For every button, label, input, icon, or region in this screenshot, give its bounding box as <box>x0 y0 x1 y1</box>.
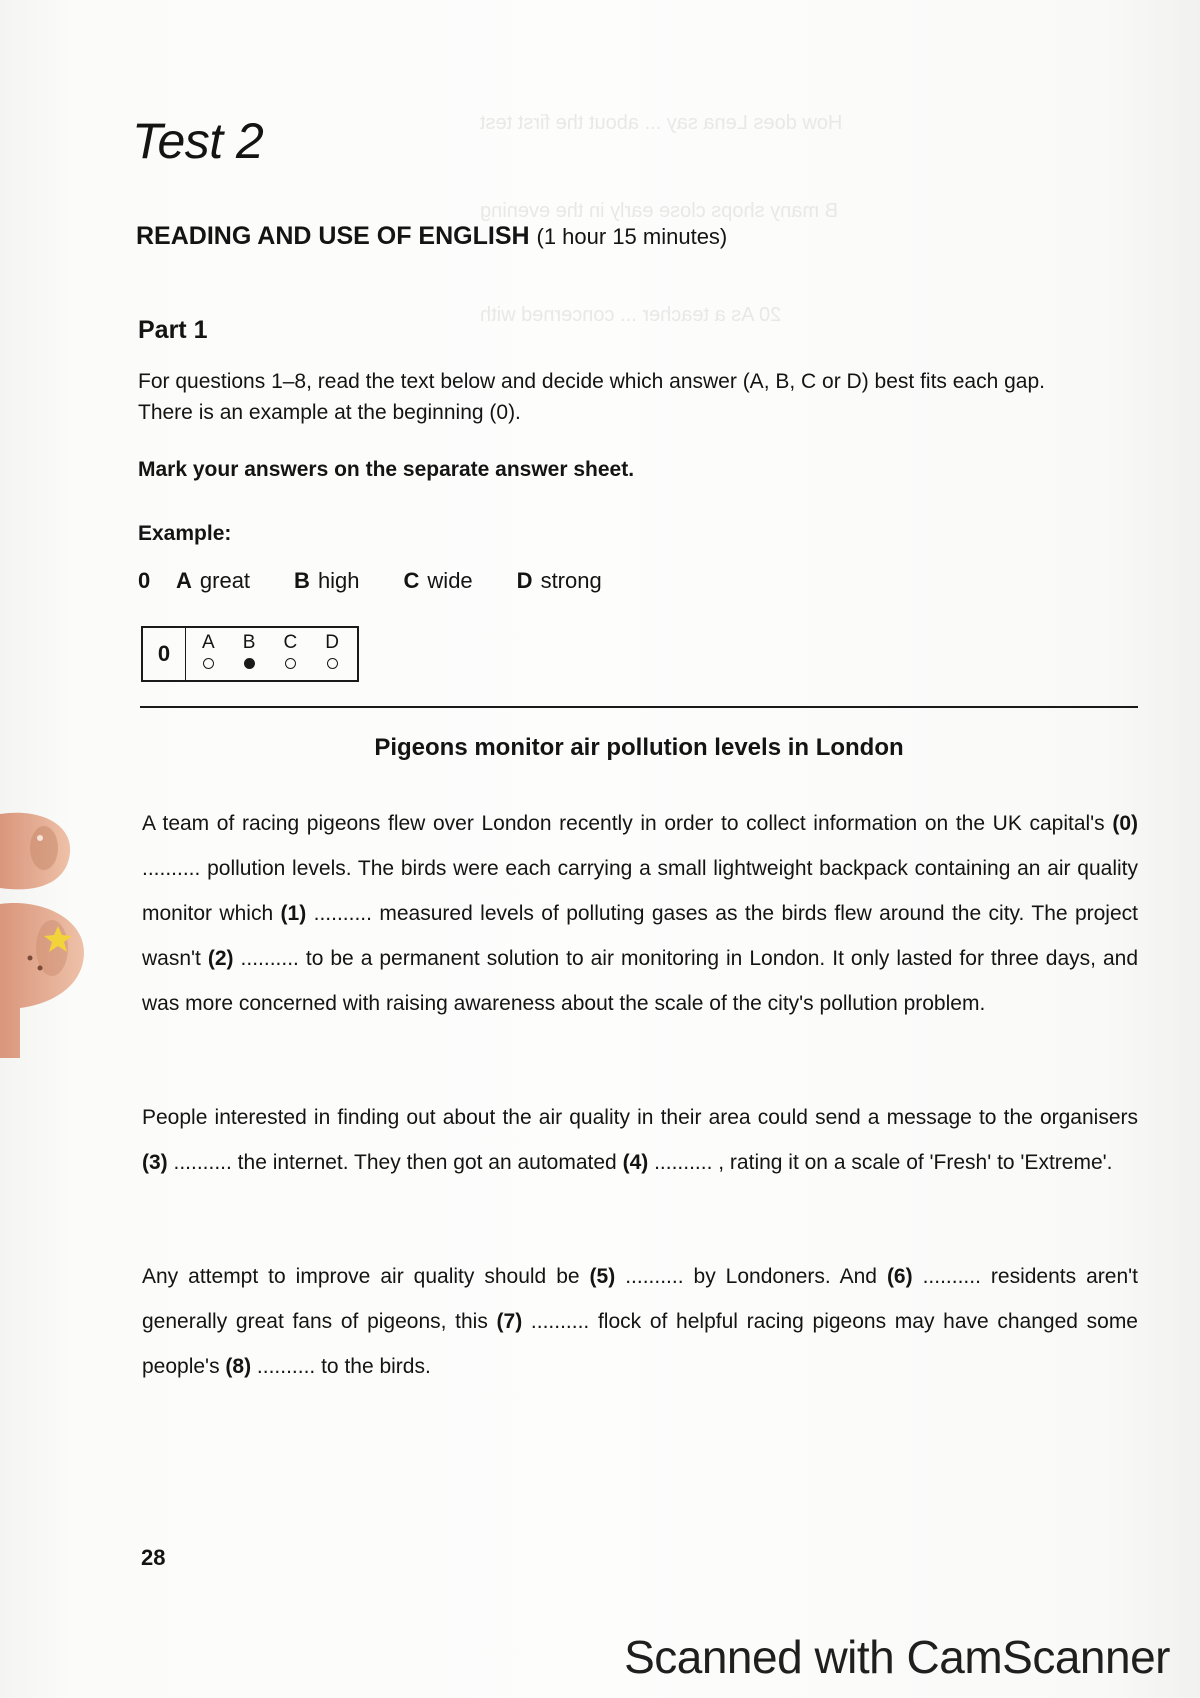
answer-box-number: 0 <box>143 628 186 680</box>
page-number: 28 <box>141 1545 166 1570</box>
gap-4: (4) <box>622 1151 649 1174</box>
example-number: 0 <box>138 568 151 593</box>
bleed-through-text: 20 As a teacher ... concerned with <box>480 304 782 326</box>
answer-cell-b: B <box>243 632 256 680</box>
answer-box-cells <box>186 628 357 680</box>
section-divider <box>140 706 1138 708</box>
answer-cell-a: A <box>202 632 215 680</box>
example-option-b: B high <box>294 568 360 593</box>
gap-6: (6) <box>886 1265 913 1288</box>
camscanner-watermark: Scanned with CamScanner <box>624 1631 1170 1683</box>
gap-3: (3) <box>142 1151 168 1174</box>
instructions-line-1: For questions 1–8, read the text below and decide which answer (A, B, C or D) best fits each gap. <box>138 370 1045 393</box>
article-paragraph-2: People interested in finding out about the air quality in their area could send a message to the organisers (3) .......... the internet. They then got an automated (4) .......... , rating it on a scale of 'Fresh' to 'Extreme'. <box>142 1106 1138 1174</box>
answer-cell-d: D <box>325 632 339 680</box>
gap-5: (5) <box>589 1265 616 1288</box>
gap-8: (8) <box>225 1355 252 1378</box>
example-answer-box <box>141 626 359 682</box>
example-option-d: D strong <box>516 568 602 593</box>
answer-bubble <box>244 658 255 669</box>
answer-cell-c: C <box>283 632 297 680</box>
example-option-a: A great <box>176 568 251 593</box>
gap-2: (2) <box>207 947 234 970</box>
article-title: Pigeons monitor air pollution levels in London <box>374 734 904 761</box>
section-duration: (1 hour 15 minutes) <box>536 224 728 249</box>
bleed-through-text: How does Lena say ... about the first test <box>480 112 843 134</box>
section-title: READING AND USE OF ENGLISH <box>136 222 530 250</box>
nail-upper <box>30 826 58 870</box>
part-heading: Part 1 <box>138 316 208 344</box>
instructions-line-2: There is an example at the beginning (0). <box>138 401 521 424</box>
mark-answers-instruction: Mark your answers on the separate answer sheet. <box>138 458 635 481</box>
gap-1: (1) <box>280 902 307 925</box>
answer-bubble <box>327 658 338 669</box>
example-options <box>138 568 646 594</box>
finger-image <box>0 808 120 1058</box>
test-title: Test 2 <box>132 113 264 169</box>
answer-bubble <box>285 658 296 669</box>
answer-bubble <box>203 658 214 669</box>
gap-0: (0) <box>1112 812 1138 835</box>
example-option-c: C wide <box>403 568 473 593</box>
section-heading <box>136 222 727 251</box>
article-paragraph-3: Any attempt to improve air quality should be (5) .......... by Londoners. And (6) .......... residents aren't generally great fans of pigeons, this (7) .......... flock of helpful racing pigeons may have changed some people's (8) .......... to the birds. <box>142 1265 1138 1378</box>
part-instructions <box>138 366 1138 428</box>
article-paragraph-1: A team of racing pigeons flew over London recently in order to collect information on the UK capital's (0) .......... pollution levels. The birds were each carrying a small lightweight backpack containing an air quality monitor which (1) .......... measured levels of polluting gases as the birds flew around the city. The project wasn't (2) .......... to be a permanent solution to air monitoring in London. It only lasted for three days, and was more concerned with raising awareness about the scale of the city's pollution problem. <box>142 812 1138 1015</box>
example-label: Example: <box>138 522 232 545</box>
gap-7: (7) <box>496 1310 523 1333</box>
bleed-through-text: B many shops close early in the evening <box>480 200 838 222</box>
